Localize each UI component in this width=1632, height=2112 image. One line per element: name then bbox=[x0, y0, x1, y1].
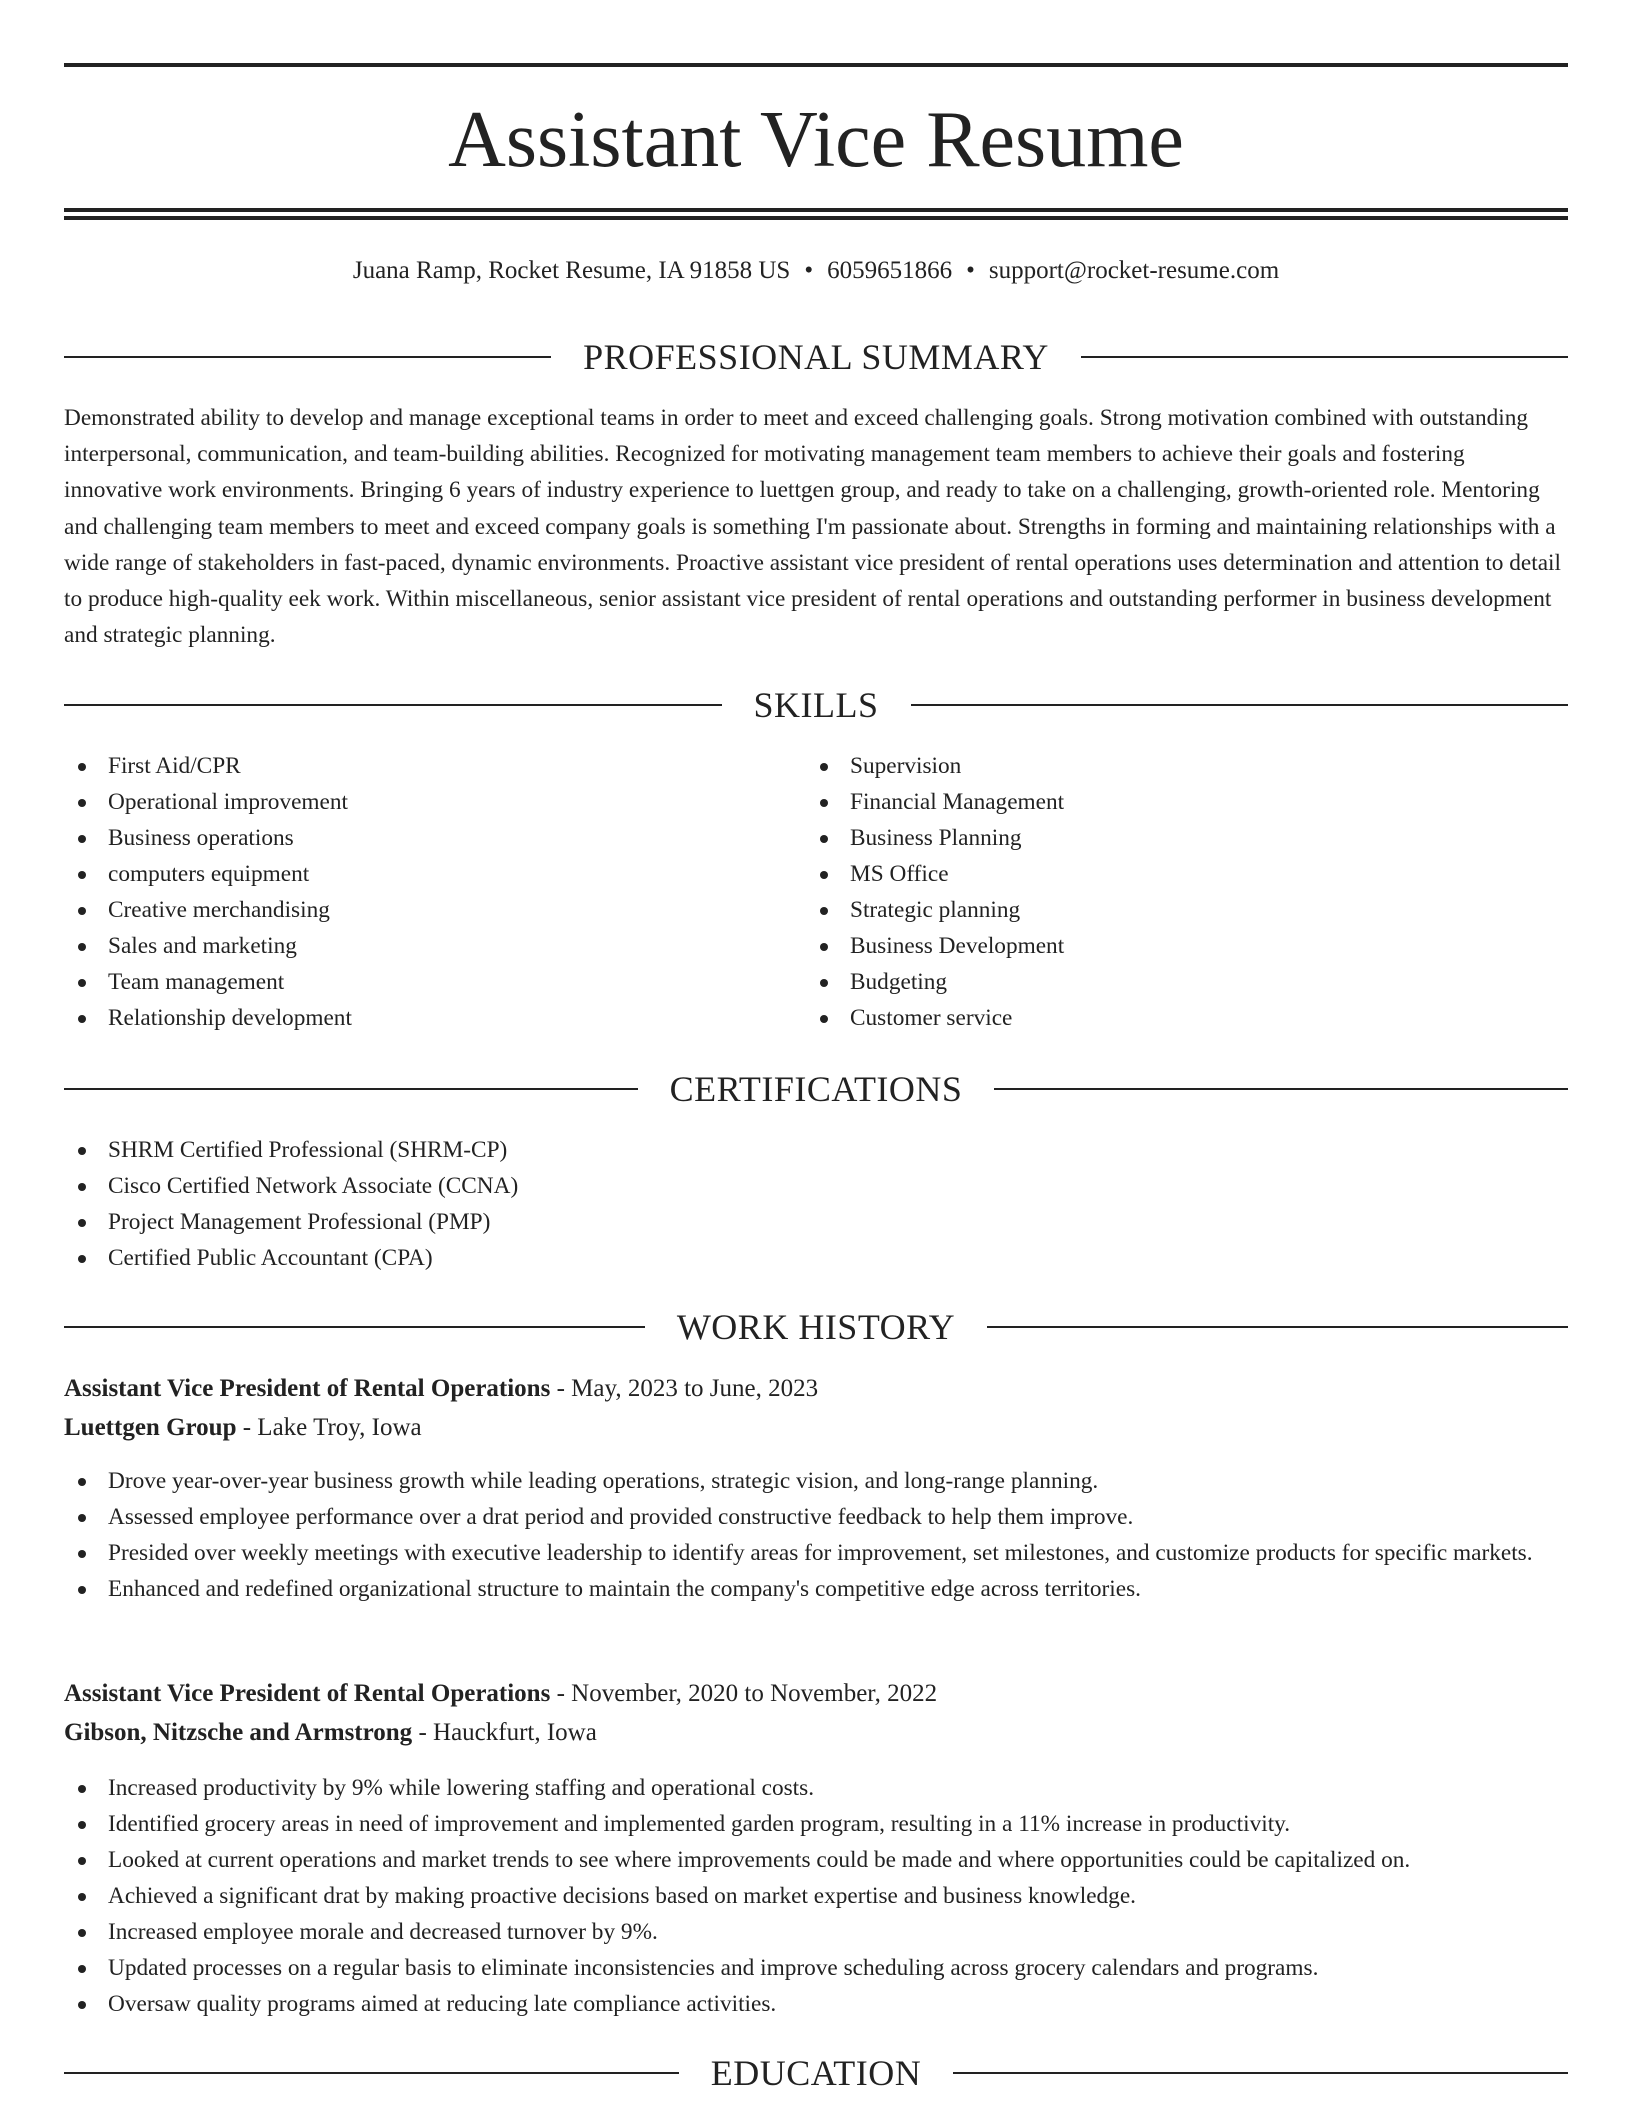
skill-label: Business operations bbox=[108, 825, 294, 851]
bullet-icon bbox=[78, 1219, 86, 1227]
skill-label: Strategic planning bbox=[850, 897, 1021, 923]
bullet-icon bbox=[78, 1785, 86, 1793]
bullet-icon bbox=[78, 943, 86, 951]
skill-label: Team management bbox=[108, 969, 285, 995]
section-heading-education bbox=[64, 2052, 1568, 2094]
skills-list-left bbox=[64, 748, 804, 1036]
certification-item bbox=[64, 1132, 1568, 1168]
certifications-list bbox=[64, 1132, 1568, 1276]
section-title: WORK HISTORY bbox=[676, 1307, 956, 1347]
certification-label: Project Management Professional (PMP) bbox=[108, 1209, 491, 1235]
skill-item bbox=[806, 748, 1546, 784]
job-bullet-item bbox=[64, 1806, 1568, 1842]
job-title: Assistant Vice President of Rental Operations bbox=[64, 1680, 551, 1707]
contact-email[interactable]: support@rocket-resume.com bbox=[988, 257, 1280, 284]
contact-separator: • bbox=[804, 257, 814, 284]
bullet-icon bbox=[78, 835, 86, 843]
bullet-icon bbox=[78, 1857, 86, 1865]
bullet-icon bbox=[820, 799, 828, 807]
skill-label: Financial Management bbox=[850, 789, 1065, 815]
divider-line bbox=[64, 1088, 638, 1090]
bullet-icon bbox=[820, 1015, 828, 1023]
skill-item bbox=[64, 784, 804, 820]
bullet-icon bbox=[78, 1929, 86, 1937]
job-bullet-text: Enhanced and redefined organizational structure to maintain the company's competitive edge across territories. bbox=[108, 1576, 1141, 1602]
divider-line bbox=[994, 1088, 1568, 1090]
job-location: - Hauckfurt, Iowa bbox=[412, 1719, 597, 1746]
skill-label: Customer service bbox=[850, 1005, 1013, 1031]
job-title-line bbox=[64, 1675, 1568, 1713]
job-bullet-text: Presided over weekly meetings with executive leadership to identify areas for improvement, set milestones, and customize products for specific markets. bbox=[108, 1540, 1533, 1566]
bullet-icon bbox=[78, 763, 86, 771]
bullet-icon bbox=[78, 799, 86, 807]
job-bullet-item bbox=[64, 1950, 1568, 1986]
section-heading-skills bbox=[64, 684, 1568, 726]
skill-item bbox=[806, 928, 1546, 964]
bullet-icon bbox=[820, 763, 828, 771]
skill-item bbox=[64, 748, 804, 784]
section-title: CERTIFICATIONS bbox=[669, 1069, 963, 1109]
skill-label: Relationship development bbox=[108, 1005, 352, 1031]
title-double-rule-upper bbox=[64, 208, 1568, 212]
job-bullet-item bbox=[64, 1914, 1568, 1950]
job-company-line bbox=[64, 1714, 1568, 1752]
job-bullet-text: Oversaw quality programs aimed at reducing late compliance activities. bbox=[108, 1991, 777, 2017]
bullet-icon bbox=[78, 907, 86, 915]
skill-label: Supervision bbox=[850, 753, 962, 779]
section-title: SKILLS bbox=[753, 685, 879, 725]
job-bullet-text: Assessed employee performance over a drat period and provided constructive feedback to help them improve. bbox=[108, 1504, 1134, 1530]
bullet-icon bbox=[78, 1965, 86, 1973]
bullet-icon bbox=[820, 871, 828, 879]
job-bullets bbox=[64, 1770, 1568, 2022]
job-company-line bbox=[64, 1409, 1568, 1447]
job-company: Luettgen Group bbox=[64, 1414, 237, 1441]
job-bullet-item bbox=[64, 1842, 1568, 1878]
section-heading-certifications bbox=[64, 1068, 1568, 1110]
skill-label: Creative merchandising bbox=[108, 897, 330, 923]
skill-item bbox=[64, 1000, 804, 1036]
bullet-icon bbox=[78, 1255, 86, 1263]
contact-address: Juana Ramp, Rocket Resume, IA 91858 US bbox=[352, 257, 791, 284]
job-bullet-item bbox=[64, 1770, 1568, 1806]
bullet-icon bbox=[78, 1478, 86, 1486]
certification-label: Certified Public Accountant (CPA) bbox=[108, 1245, 433, 1271]
divider-line bbox=[64, 2072, 679, 2074]
job-bullet-item bbox=[64, 1986, 1568, 2022]
divider-line bbox=[64, 356, 551, 358]
skill-label: MS Office bbox=[850, 861, 949, 887]
certification-item bbox=[64, 1204, 1568, 1240]
bullet-icon bbox=[78, 1821, 86, 1829]
skill-label: First Aid/CPR bbox=[108, 753, 241, 779]
skill-label: Budgeting bbox=[850, 969, 948, 995]
job-bullets bbox=[64, 1463, 1568, 1607]
job-bullet-item bbox=[64, 1463, 1568, 1499]
contact-separator: • bbox=[966, 257, 975, 284]
job-bullet-text: Identified grocery areas in need of improvement and implemented garden program, resulting in a 11% increase in productivity. bbox=[108, 1811, 1291, 1837]
contact-phone: 6059651866 bbox=[827, 257, 953, 284]
section-title: EDUCATION bbox=[710, 2053, 922, 2093]
certification-item bbox=[64, 1240, 1568, 1276]
contact-line bbox=[64, 254, 1568, 288]
skill-item bbox=[806, 1000, 1546, 1036]
bullet-icon bbox=[820, 979, 828, 987]
skill-item bbox=[806, 784, 1546, 820]
bullet-icon bbox=[78, 1147, 86, 1155]
job-title: Assistant Vice President of Rental Operations bbox=[64, 1375, 551, 1402]
skill-item bbox=[806, 892, 1546, 928]
job-location: - Lake Troy, Iowa bbox=[236, 1414, 422, 1441]
skill-item bbox=[64, 820, 804, 856]
section-title: PROFESSIONAL SUMMARY bbox=[583, 337, 1049, 377]
divider-line bbox=[64, 1326, 645, 1328]
skill-label: Operational improvement bbox=[108, 789, 349, 815]
bullet-icon bbox=[820, 943, 828, 951]
divider-line bbox=[64, 704, 722, 706]
skill-label: computers equipment bbox=[108, 861, 310, 887]
title-double-rule-lower bbox=[64, 216, 1568, 220]
bullet-icon bbox=[78, 979, 86, 987]
skills-list-right bbox=[806, 748, 1546, 1036]
bullet-icon bbox=[78, 1183, 86, 1191]
skill-label: Business Development bbox=[850, 933, 1065, 959]
skill-item bbox=[806, 820, 1546, 856]
divider-line bbox=[953, 2072, 1568, 2074]
bullet-icon bbox=[78, 2001, 86, 2009]
job-bullet-text: Updated processes on a regular basis to eliminate inconsistencies and improve scheduling across grocery calendars and programs. bbox=[108, 1955, 1319, 1981]
bullet-icon bbox=[78, 1893, 86, 1901]
top-rule bbox=[64, 63, 1568, 67]
bullet-icon bbox=[78, 1550, 86, 1558]
skill-item bbox=[64, 928, 804, 964]
skill-item bbox=[64, 892, 804, 928]
job-title-line bbox=[64, 1370, 1568, 1408]
bullet-icon bbox=[78, 1015, 86, 1023]
certification-label: SHRM Certified Professional (SHRM-CP) bbox=[108, 1137, 508, 1163]
divider-line bbox=[911, 704, 1569, 706]
skill-item bbox=[64, 964, 804, 1000]
bullet-icon bbox=[78, 1586, 86, 1594]
job-bullet-text: Achieved a significant drat by making proactive decisions based on market expertise and business knowledge. bbox=[108, 1883, 1136, 1909]
section-heading-work-history bbox=[64, 1306, 1568, 1348]
job-bullet-text: Increased productivity by 9% while lowering staffing and operational costs. bbox=[108, 1775, 815, 1801]
job-bullet-text: Increased employee morale and decreased turnover by 9%. bbox=[108, 1919, 658, 1945]
bullet-icon bbox=[820, 907, 828, 915]
bullet-icon bbox=[78, 1514, 86, 1522]
skill-label: Sales and marketing bbox=[108, 933, 297, 959]
resume-title: Assistant Vice Resume bbox=[448, 96, 1184, 184]
job-company: Gibson, Nitzsche and Armstrong bbox=[64, 1719, 413, 1746]
skill-item bbox=[806, 964, 1546, 1000]
certification-label: Cisco Certified Network Associate (CCNA) bbox=[108, 1173, 519, 1199]
divider-line bbox=[987, 1326, 1568, 1328]
skill-label: Business Planning bbox=[850, 825, 1022, 851]
job-bullet-item bbox=[64, 1571, 1568, 1607]
skill-item bbox=[806, 856, 1546, 892]
job-dates: - November, 2020 to November, 2022 bbox=[550, 1680, 938, 1707]
job-bullet-text: Looked at current operations and market trends to see where improvements could be made and where opportunities could be capitalized on. bbox=[108, 1847, 1411, 1873]
bullet-icon bbox=[820, 835, 828, 843]
job-dates: - May, 2023 to June, 2023 bbox=[550, 1375, 819, 1402]
job-bullet-item bbox=[64, 1535, 1568, 1571]
skill-item bbox=[64, 856, 804, 892]
job-bullet-text: Drove year-over-year business growth while leading operations, strategic vision, and long-range planning. bbox=[108, 1468, 1099, 1494]
certification-item bbox=[64, 1168, 1568, 1204]
summary-text: Demonstrated ability to develop and manage exceptional teams in order to meet and exceed challenging goals. Strong motivation combined with outstanding interpersonal, communication, and team-building abilities. Recognized for motivating management team members to achieve their goals and fostering innovative work environments. Bringing 6 years of industry experience to luettgen group, and ready to take on a challenging, growth-oriented role. Mentoring and challenging team members to meet and exceed company goals is something I'm passionate about. Strengths in forming and maintaining relationships with a wide range of stakeholders in fast-paced, dynamic environments. Proactive assistant vice president of rental operations uses determination and attention to detail to produce high-quality eek work. Within miscellaneous, senior assistant vice president of rental operations and outstanding performer in business development and strategic planning. bbox=[64, 405, 1562, 649]
job-bullet-item bbox=[64, 1878, 1568, 1914]
section-heading-summary bbox=[64, 336, 1568, 378]
bullet-icon bbox=[78, 871, 86, 879]
divider-line bbox=[1081, 356, 1568, 358]
job-bullet-item bbox=[64, 1499, 1568, 1535]
